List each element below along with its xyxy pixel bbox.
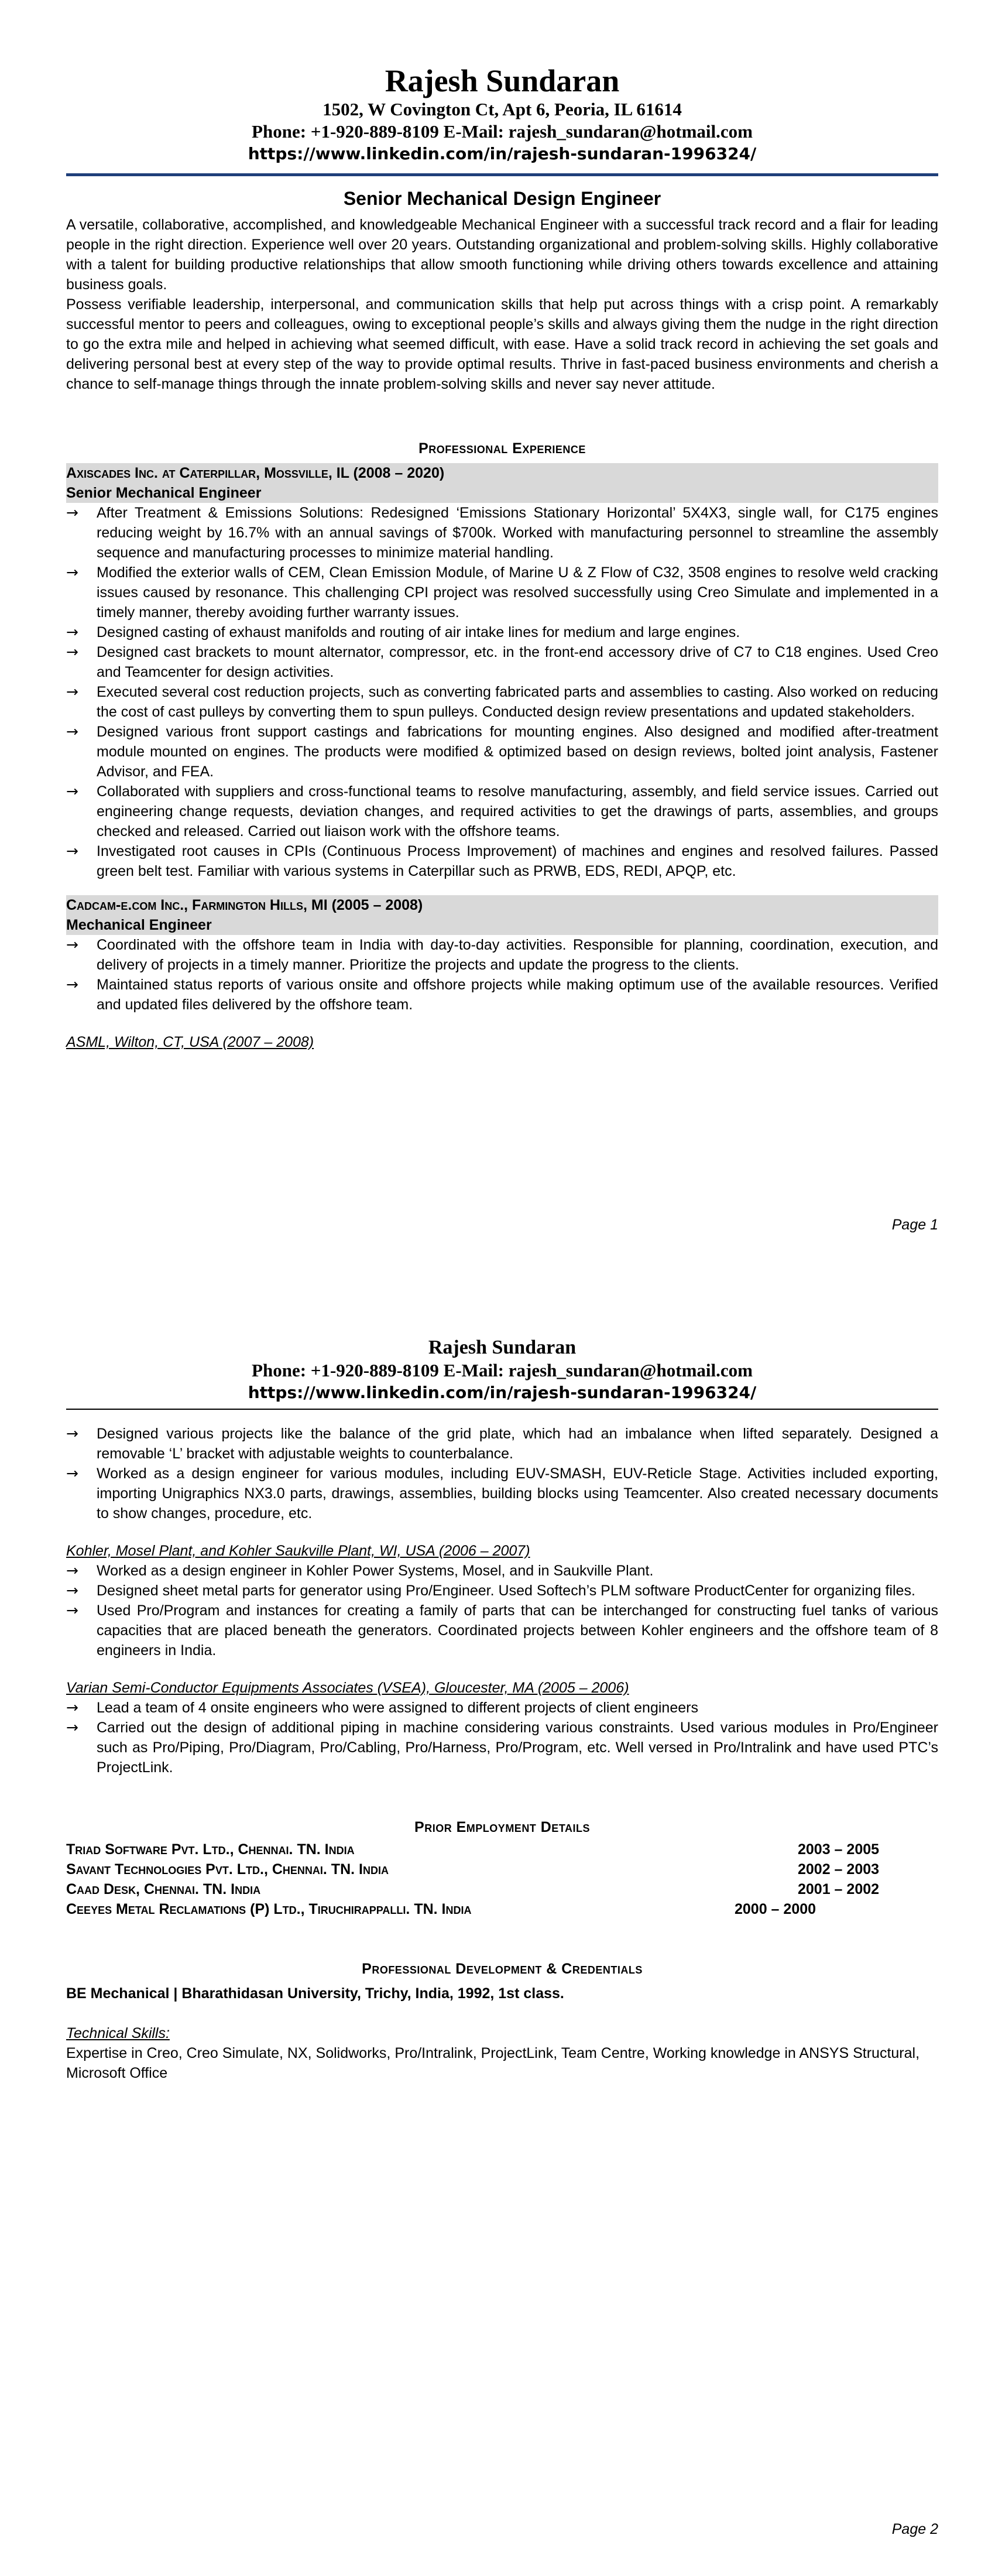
responsibility-list xyxy=(66,503,938,881)
skills-text: Expertise in Creo, Creo Simulate, NX, Solidworks, Pro/Intralink, ProjectLink, Team Centre, Working knowledge in ANSYS Structural, Microsoft Office xyxy=(66,2045,920,2081)
prior-years: 2003 – 2005 xyxy=(798,1841,880,1858)
list-item: → Worked as a design engineer for various modules, including EUV-SMASH, EUV-Reticle Stage. Activities included exporting, importing Unigraphics NX3.0 parts, drawings, assemblies, building blocks using Teamcenter. Also created necessary documents to show changes, procedure, etc. xyxy=(66,1464,938,1523)
employer-name: Axiscades Inc. at Caterpillar, Mossville, IL (2008 – 2020) xyxy=(66,465,445,481)
candidate-name: Rajesh Sundaran xyxy=(385,63,620,98)
list-item: → Collaborated with suppliers and cross-functional teams to resolve manufacturing, assembly, and field service issues. Carried out engineering change requests, deviation changes, and required activities to get the drawings of parts, assemblies, and groups checked and released. Carried out liaison work with the offshore teams. xyxy=(66,782,938,841)
list-item: → After Treatment & Emissions Solutions: Redesigned ‘Emissions Stationary Horizontal’ 5X4X3, single wall, for C175 engines reducing weight by 16.7% with an annual savings of $700k. Worked with manufacturing personnel to streamline the assembly sequence and manufacturing processes to minimize material handling. xyxy=(66,503,938,563)
list-item: → Coordinated with the offshore team in India with day-to-day activities. Responsible for planning, coordination, execution, and delivery of projects in a timely manner. Prioritize the projects and update the progress to the clients. xyxy=(66,935,938,975)
list-item: → Designed casting of exhaust manifolds and routing of air intake lines for medium and large engines. xyxy=(66,622,938,642)
section-heading-prior-employment: Prior Employment Details xyxy=(414,1819,590,1835)
section-heading-experience: Professional Experience xyxy=(418,440,586,457)
list-item: → Worked as a design engineer in Kohler Power Systems, Mosel, and in Saukville Plant. xyxy=(66,1561,938,1581)
employer-axiscades xyxy=(66,463,938,881)
linkedin-url[interactable]: https://www.linkedin.com/in/rajesh-sundaran-1996324/ xyxy=(248,144,757,163)
employer-bar xyxy=(66,463,938,503)
sub-employer-varian: Varian Semi-Conductor Equipments Associates (VSEA), Gloucester, MA (2005 – 2006) xyxy=(66,1680,629,1696)
list-item: → Lead a team of 4 onsite engineers who were assigned to different projects of client engineers xyxy=(66,1698,938,1718)
contact-line: Phone: +1-920-889-8109 E-Mail: rajesh_sundaran@hotmail.com xyxy=(252,121,753,142)
job-title: Senior Mechanical Design Engineer xyxy=(343,188,661,209)
header-divider xyxy=(66,1409,938,1410)
responsibility-list-varian xyxy=(66,1698,938,1777)
responsibility-list xyxy=(66,935,938,1015)
responsibility-list-asml xyxy=(66,1424,938,1523)
page-number: Page 2 xyxy=(891,2521,938,2537)
page-2 xyxy=(0,1288,995,2576)
role-title: Mechanical Engineer xyxy=(66,917,212,933)
responsibility-list-kohler xyxy=(66,1561,938,1660)
list-item: → Investigated root causes in CPIs (Continuous Process Improvement) of machines and engines and resolved failures. Passed green belt test. Familiar with various systems in Caterpillar such as PRWB, EDS, REDI, APQP, etc. xyxy=(66,841,938,881)
prior-company: Triad Software Pvt. Ltd., Chennai. TN. India xyxy=(66,1841,355,1858)
prior-row xyxy=(66,1859,938,1879)
section-heading-development: Professional Development & Credentials xyxy=(362,1961,643,1977)
list-item: → Modified the exterior walls of CEM, Clean Emission Module, of Marine U & Z Flow of C32, 3508 engines to resolve weld cracking issues caused by resonance. This challenging CPI project was resolved successfully using Creo Simulate and implemented in a timely manner, thereby avoiding further warranty issues. xyxy=(66,563,938,622)
candidate-name: Rajesh Sundaran xyxy=(428,1337,577,1358)
summary xyxy=(66,215,938,394)
summary-paragraph: A versatile, collaborative, accomplished, and knowledgeable Mechanical Engineer with a successful track record and a flair for leading people in the right direction. Experience well over 20 years. Outstanding organizational and problem-solving skills. Highly collaborative with a talent for building productive relationships that allow smooth functioning while driving others towards excellence and attaining business goals. xyxy=(66,217,938,293)
sub-employer-asml: ASML, Wilton, CT, USA (2007 – 2008) xyxy=(66,1034,314,1050)
prior-years: 2001 – 2002 xyxy=(798,1881,880,1897)
list-item: → Used Pro/Program and instances for creating a family of parts that can be interchanged for constructing fuel tanks of various capacities that are placed beneath the generators. Coordinated projects between Kohler engineers and the offshore team of 8 engineers in India. xyxy=(66,1601,938,1660)
prior-row xyxy=(66,1839,938,1859)
prior-row xyxy=(66,1879,938,1899)
address: 1502, W Covington Ct, Apt 6, Peoria, IL 61614 xyxy=(322,99,682,119)
page-number: Page 1 xyxy=(891,1217,938,1233)
role-title: Senior Mechanical Engineer xyxy=(66,485,262,501)
page-2-content xyxy=(66,1336,938,2083)
prior-years: 2002 – 2003 xyxy=(798,1861,880,1878)
prior-company: Savant Technologies Pvt. Ltd., Chennai. TN. India xyxy=(66,1861,389,1878)
skills-label: Technical Skills: xyxy=(66,2025,170,2041)
employer-cadcam xyxy=(66,895,938,1015)
list-item: → Designed various front support castings and fabrications for mounting engines. Also designed and modified after-treatment module mounted on engines. The products were modified & optimized based on design reviews, bolted joint analysis, Fastener Advisor, and FEA. xyxy=(66,722,938,782)
sub-employer-kohler: Kohler, Mosel Plant, and Kohler Saukville Plant, WI, USA (2006 – 2007) xyxy=(66,1543,530,1559)
prior-company: Caad Desk, Chennai. TN. India xyxy=(66,1881,261,1897)
prior-years: 2000 – 2000 xyxy=(735,1901,816,1917)
list-item: → Designed cast brackets to mount alternator, compressor, etc. in the front-end accessory drive of C7 to C18 engines. Used Creo and Teamcenter for design activities. xyxy=(66,642,938,682)
header-divider xyxy=(66,173,938,176)
prior-row xyxy=(66,1899,938,1919)
degree: BE Mechanical | Bharathidasan University, Trichy, India, 1992, 1st class. xyxy=(66,1985,564,2002)
linkedin-url[interactable]: https://www.linkedin.com/in/rajesh-sundaran-1996324/ xyxy=(248,1383,757,1402)
prior-company: Ceeyes Metal Reclamations (P) Ltd., Tiruchirappalli. TN. India xyxy=(66,1901,472,1917)
contact-line: Phone: +1-920-889-8109 E-Mail: rajesh_sundaran@hotmail.com xyxy=(252,1360,753,1381)
summary-paragraph: Possess verifiable leadership, interpersonal, and communication skills that help put across things with a crisp point. A remarkably successful mentor to peers and colleagues, owing to exceptional people’s skills and always giving them the nudge in the right direction to go the extra mile and helped in achieving what seemed difficult, with ease. Have a solid track record in achieving the set goals and delivering personal best at every step of the way to provide optimal results. Thrive in fast-paced business environments and cherish a chance to self-manage things through the innate problem-solving skills and never say never attitude. xyxy=(66,296,938,392)
employer-bar xyxy=(66,895,938,935)
list-item: → Maintained status reports of various onsite and offshore projects while making optimum use of the available resources. Verified and updated files delivered by the offshore team. xyxy=(66,975,938,1015)
prior-employment-list xyxy=(66,1839,938,1919)
list-item: → Designed sheet metal parts for generator using Pro/Engineer. Used Softech’s PLM software ProductCenter for organizing files. xyxy=(66,1581,938,1601)
employer-name: Cadcam-e.com Inc., Farmington Hills, MI (2005 – 2008) xyxy=(66,897,423,913)
list-item: → Executed several cost reduction projects, such as converting fabricated parts and assemblies to casting. Also worked on reducing the cost of cast pulleys by converting them to spun pulleys. Conducted design review presentations and updated stakeholders. xyxy=(66,682,938,722)
list-item: → Designed various projects like the balance of the grid plate, which had an imbalance when lifted separately. Designed a removable ‘L’ bracket with adjustable weights to counterbalance. xyxy=(66,1424,938,1464)
list-item: → Carried out the design of additional piping in machine considering various constraints. Used various modules in Pro/Engineer such as Pro/Piping, Pro/Diagram, Pro/Cabling, Pro/Harness, Pro/Program, etc. Well versed in Pro/Intralink and have used PTC’s ProjectLink. xyxy=(66,1718,938,1777)
page-1-content xyxy=(66,63,938,1052)
